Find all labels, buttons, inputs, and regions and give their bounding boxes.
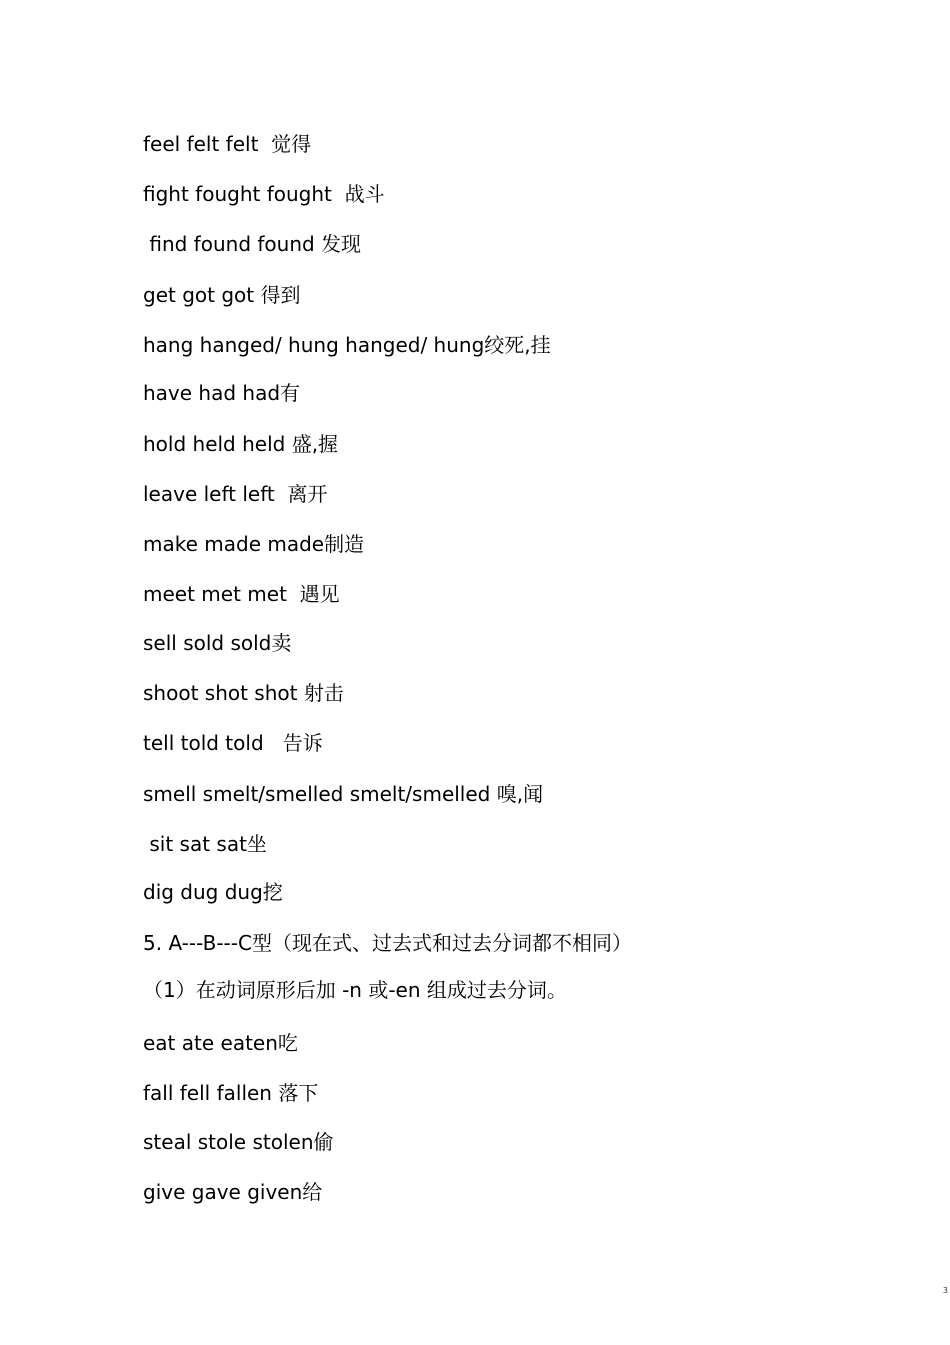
text-line: dig dug dug挖 — [143, 880, 283, 904]
text-line: tell told told 告诉 — [143, 731, 323, 755]
subsection-heading: （1）在动词原形后加 -n 或-en 组成过去分词。 — [143, 978, 567, 1002]
text-line: steal stole stolen偷 — [143, 1130, 334, 1154]
text-line: hang hanged/ hung hanged/ hung绞死,挂 — [143, 333, 551, 357]
text-line: shoot shot shot 射击 — [143, 681, 344, 705]
section-heading: 5. A---B---C型（现在式、过去式和过去分词都不相同） — [143, 931, 632, 955]
text-line: have had had有 — [143, 381, 301, 405]
text-line: sit sat sat坐 — [143, 832, 267, 856]
text-line: feel felt felt 觉得 — [143, 132, 312, 156]
text-line: give gave given给 — [143, 1180, 323, 1204]
text-line: get got got 得到 — [143, 283, 301, 307]
text-line: smell smelt/smelled smelt/smelled 嗅,闻 — [143, 782, 544, 806]
text-line: sell sold sold卖 — [143, 631, 292, 655]
text-line: meet met met 遇见 — [143, 582, 340, 606]
text-line: eat ate eaten吃 — [143, 1031, 298, 1055]
text-line: fight fought fought 战斗 — [143, 182, 385, 206]
text-line: fall fell fallen 落下 — [143, 1081, 319, 1105]
text-line: leave left left 离开 — [143, 482, 328, 506]
text-line: hold held held 盛,握 — [143, 432, 339, 456]
text-line: make made made制造 — [143, 532, 365, 556]
text-line: find found found 发现 — [143, 232, 362, 256]
page-number: 3 — [942, 1286, 948, 1295]
